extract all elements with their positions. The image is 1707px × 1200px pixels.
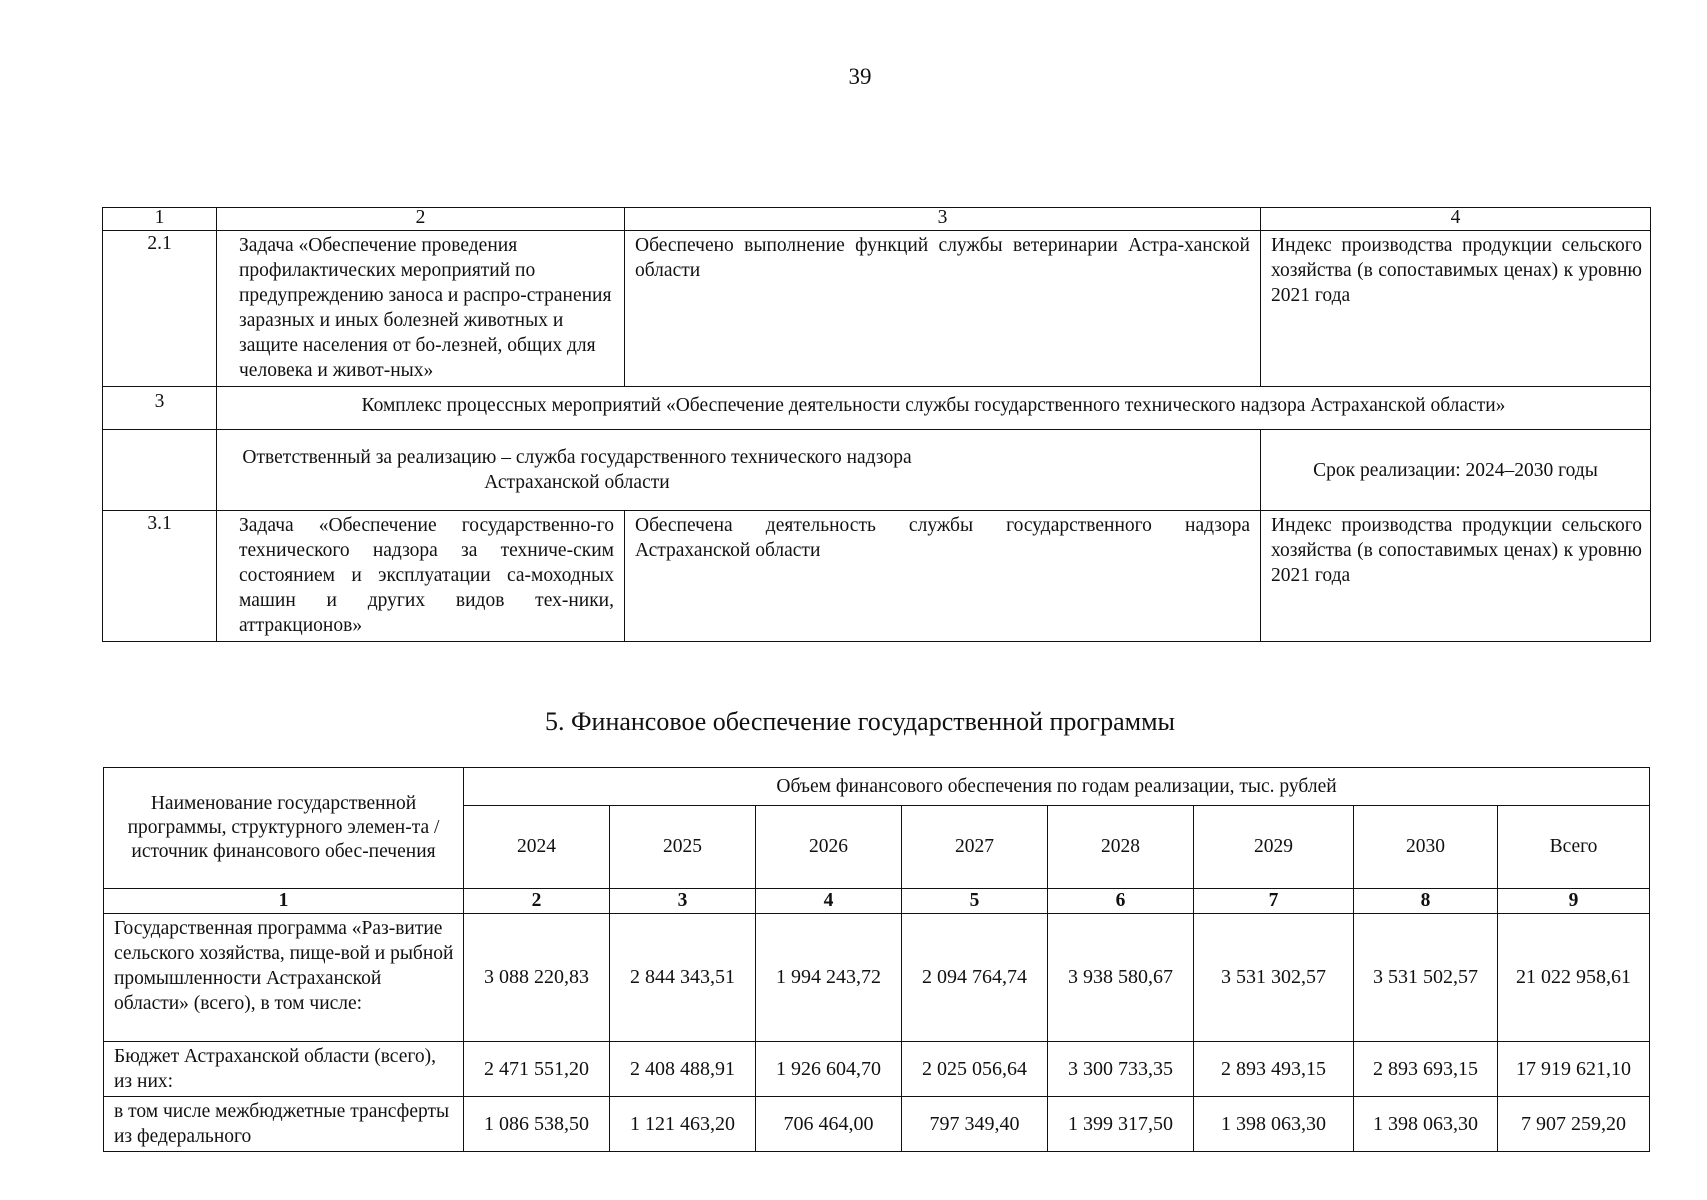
table-row bbox=[104, 1097, 1650, 1152]
indicator-cell: Индекс производства продукции сельского хозяйства (в сопоставимых ценах) к уровню 2021 года bbox=[1261, 511, 1651, 642]
responsible-cell bbox=[217, 430, 1261, 511]
column-number: 8 bbox=[1354, 889, 1498, 914]
value-cell: 1 399 317,50 bbox=[1048, 1097, 1194, 1152]
value-cell: 1 398 063,30 bbox=[1194, 1097, 1354, 1152]
year-header: 2025 bbox=[610, 805, 756, 888]
column-number: 5 bbox=[902, 889, 1048, 914]
row-index: 3.1 bbox=[103, 511, 217, 642]
indicator-cell: Индекс производства продукции сельского хозяйства (в сопоставимых ценах) к уровню 2021 года bbox=[1261, 231, 1651, 387]
value-cell: 2 025 056,64 bbox=[902, 1042, 1048, 1097]
term-cell: Срок реализации: 2024–2030 годы bbox=[1261, 430, 1651, 511]
column-number: 3 bbox=[610, 889, 756, 914]
year-header: 2027 bbox=[902, 805, 1048, 888]
year-header: 2026 bbox=[756, 805, 902, 888]
year-header: 2028 bbox=[1048, 805, 1194, 888]
section-title: 5. Финансовое обеспечение государственной программы bbox=[544, 707, 1176, 736]
year-header: 2024 bbox=[464, 805, 610, 888]
value-cell: 2 471 551,20 bbox=[464, 1042, 610, 1097]
result-cell: Обеспечено выполнение функций службы ветеринарии Астра-ханской области bbox=[625, 231, 1261, 387]
column-numbers-row bbox=[103, 208, 1651, 231]
row-label: Государственная программа «Раз-витие сельского хозяйства, пище-вой и рыбной промышленности Астраханской области» (всего), в том числе: bbox=[104, 914, 464, 1042]
value-cell: 2 408 488,91 bbox=[610, 1042, 756, 1097]
value-cell: 1 121 463,20 bbox=[610, 1097, 756, 1152]
row-label: Бюджет Астраханской области (всего), из них: bbox=[104, 1042, 464, 1097]
column-number: 1 bbox=[103, 208, 217, 231]
value-cell: 1 994 243,72 bbox=[756, 914, 902, 1042]
value-cell: 2 094 764,74 bbox=[902, 914, 1048, 1042]
task-cell: Задача «Обеспечение проведения профилактических мероприятий по предупреждению заноса и распро-странения заразных и иных болезней животных и защите населения от бо-лезней, общих для человека и живот-ных» bbox=[217, 231, 625, 387]
table-row bbox=[103, 231, 1651, 387]
year-header: 2030 bbox=[1354, 805, 1498, 888]
indicators-table bbox=[102, 207, 1651, 642]
table-row bbox=[103, 511, 1651, 642]
value-cell: 17 919 621,10 bbox=[1498, 1042, 1650, 1097]
value-cell: 1 926 604,70 bbox=[756, 1042, 902, 1097]
column-number: 4 bbox=[1261, 208, 1651, 231]
column-number: 4 bbox=[756, 889, 902, 914]
value-cell: 3 088 220,83 bbox=[464, 914, 610, 1042]
responsible-row bbox=[103, 430, 1651, 511]
row-index: 2.1 bbox=[103, 231, 217, 387]
table-row bbox=[103, 387, 1651, 430]
value-cell: 21 022 958,61 bbox=[1498, 914, 1650, 1042]
value-cell: 3 531 302,57 bbox=[1194, 914, 1354, 1042]
complex-title-cell: Комплекс процессных мероприятий «Обеспечение деятельности службы государственного технического надзора Астраханской области» bbox=[217, 387, 1651, 430]
table-row bbox=[104, 1042, 1650, 1097]
value-cell: 2 893 693,15 bbox=[1354, 1042, 1498, 1097]
column-number: 9 bbox=[1498, 889, 1650, 914]
row-index: 3 bbox=[103, 387, 217, 430]
row-label: в том числе межбюджетные трансферты из федерального bbox=[104, 1097, 464, 1152]
column-number: 1 bbox=[104, 889, 464, 914]
task-cell: Задача «Обеспечение государственно-го технического надзора за техниче-ским состоянием и эксплуатации са-моходных машин и других видов тех-ники, аттракционов» bbox=[217, 511, 625, 642]
value-cell: 706 464,00 bbox=[756, 1097, 902, 1152]
value-cell: 3 938 580,67 bbox=[1048, 914, 1194, 1042]
page-number: 39 bbox=[848, 64, 872, 89]
value-cell: 797 349,40 bbox=[902, 1097, 1048, 1152]
header-row bbox=[104, 768, 1650, 806]
value-cell: 3 531 502,57 bbox=[1354, 914, 1498, 1042]
value-cell: 2 844 343,51 bbox=[610, 914, 756, 1042]
value-cell: 1 398 063,30 bbox=[1354, 1097, 1498, 1152]
financing-table bbox=[103, 767, 1650, 1152]
column-number: 6 bbox=[1048, 889, 1194, 914]
column-numbers-row bbox=[104, 889, 1650, 914]
header-volume-cell: Объем финансового обеспечения по годам реализации, тыс. рублей bbox=[464, 768, 1650, 806]
result-cell: Обеспечена деятельность службы государственного надзора Астраханской области bbox=[625, 511, 1261, 642]
value-cell: 7 907 259,20 bbox=[1498, 1097, 1650, 1152]
responsible-text: Ответственный за реализацию – служба государственного технического надзора Астраханской области bbox=[242, 447, 912, 493]
column-number: 2 bbox=[464, 889, 610, 914]
column-number: 7 bbox=[1194, 889, 1354, 914]
value-cell: 2 893 493,15 bbox=[1194, 1042, 1354, 1097]
column-number: 2 bbox=[217, 208, 625, 231]
total-header: Всего bbox=[1498, 805, 1650, 888]
value-cell: 1 086 538,50 bbox=[464, 1097, 610, 1152]
year-header: 2029 bbox=[1194, 805, 1354, 888]
header-name-cell: Наименование государственной программы, структурного элемен-та / источник финансового обес-печения bbox=[104, 768, 464, 889]
table-row bbox=[104, 914, 1650, 1042]
column-number: 3 bbox=[625, 208, 1261, 231]
value-cell: 3 300 733,35 bbox=[1048, 1042, 1194, 1097]
empty-cell bbox=[103, 430, 217, 511]
